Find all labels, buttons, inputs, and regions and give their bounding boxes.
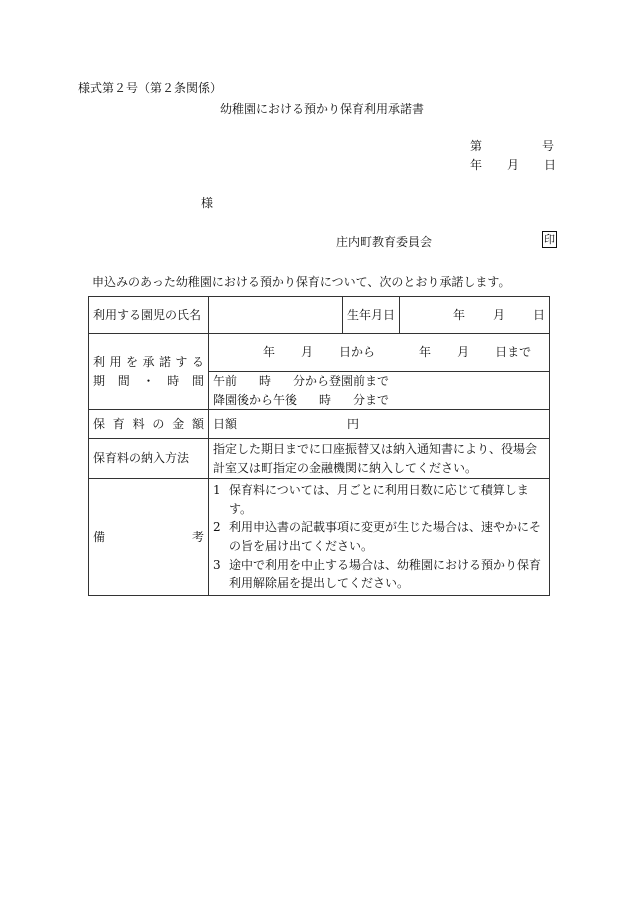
birth-day: 日 bbox=[532, 307, 545, 322]
period-dates-cell bbox=[209, 334, 550, 372]
payment-method-text: 指定した期日までに口座振替又は納入通知書により、役場会計室又は町指定の金融機関に納入してください。 bbox=[209, 439, 550, 479]
table-row bbox=[89, 334, 550, 372]
time-cell bbox=[209, 372, 550, 410]
child-name-label: 利用する園児の氏名 bbox=[89, 297, 209, 334]
remark-item: 1 保育料については、月ごとに利用日数に応じて積算します。 bbox=[213, 483, 529, 516]
table-row bbox=[89, 479, 550, 596]
remark-item: 2 利用申込書の記載事項に変更が生じた場合は、速やかにその旨を届け出てください。 bbox=[213, 520, 542, 553]
table-row bbox=[89, 297, 550, 334]
remarks-cell bbox=[209, 479, 550, 596]
remark-item: 3 途中で利用を中止する場合は、幼稚園における預かり保育利用解除届を提出してください。 bbox=[213, 557, 542, 591]
fee-amount-cell bbox=[209, 410, 550, 439]
time-am-label: 午前 bbox=[213, 374, 238, 388]
form-number: 様式第２号（第２条関係） bbox=[78, 81, 223, 95]
period-end-year: 年 bbox=[419, 345, 432, 360]
fee-amount-label: 保 育 料 の 金 額 bbox=[89, 410, 209, 439]
period-end-day: 日まで bbox=[495, 345, 532, 360]
seal-box: 印 bbox=[544, 233, 555, 246]
table-row bbox=[89, 439, 550, 479]
issuer-name: 庄内町教育委員会 bbox=[336, 235, 433, 249]
doc-number-suffix: 号 bbox=[542, 139, 555, 153]
period-start-month: 月 bbox=[301, 345, 314, 360]
time-pm-label: 降園後から午後 bbox=[213, 392, 298, 407]
document-title: 幼稚園における預かり保育利用承諾書 bbox=[220, 102, 425, 116]
date-month: 月 bbox=[506, 158, 519, 172]
yen-unit: 円 bbox=[347, 416, 360, 431]
doc-number-label: 第 bbox=[470, 139, 483, 153]
period-end-month: 月 bbox=[457, 345, 470, 360]
time-pm-hour: 時 bbox=[319, 392, 332, 407]
period-start-day: 日から bbox=[339, 345, 376, 360]
time-am-hour: 時 bbox=[259, 374, 272, 388]
date-day: 日 bbox=[543, 158, 556, 172]
birth-date-cell bbox=[400, 297, 550, 334]
birth-month: 月 bbox=[492, 307, 505, 322]
issue-date bbox=[470, 159, 556, 171]
intro-text: 申込みのあった幼稚園における預かり保育について、次のとおり承諾します。 bbox=[92, 275, 511, 289]
payment-method-label: 保育料の納入方法 bbox=[89, 439, 209, 479]
date-year: 年 bbox=[470, 158, 483, 172]
approval-table bbox=[88, 296, 550, 596]
period-label: 利 用 を 承 諾 す る 期 間 ・ 時 間 bbox=[89, 334, 209, 410]
birth-date-label: 生年月日 bbox=[343, 297, 400, 334]
child-name-cell bbox=[209, 297, 343, 334]
daily-label: 日額 bbox=[213, 416, 238, 431]
addressee-suffix: 様 bbox=[201, 196, 214, 210]
table-row bbox=[89, 410, 550, 439]
period-start-year: 年 bbox=[263, 345, 276, 360]
birth-year: 年 bbox=[452, 307, 465, 322]
time-am-rest: 分から登園前まで bbox=[293, 374, 390, 388]
remarks-label: 備 考 bbox=[89, 479, 209, 596]
time-pm-rest: 分まで bbox=[353, 392, 390, 407]
